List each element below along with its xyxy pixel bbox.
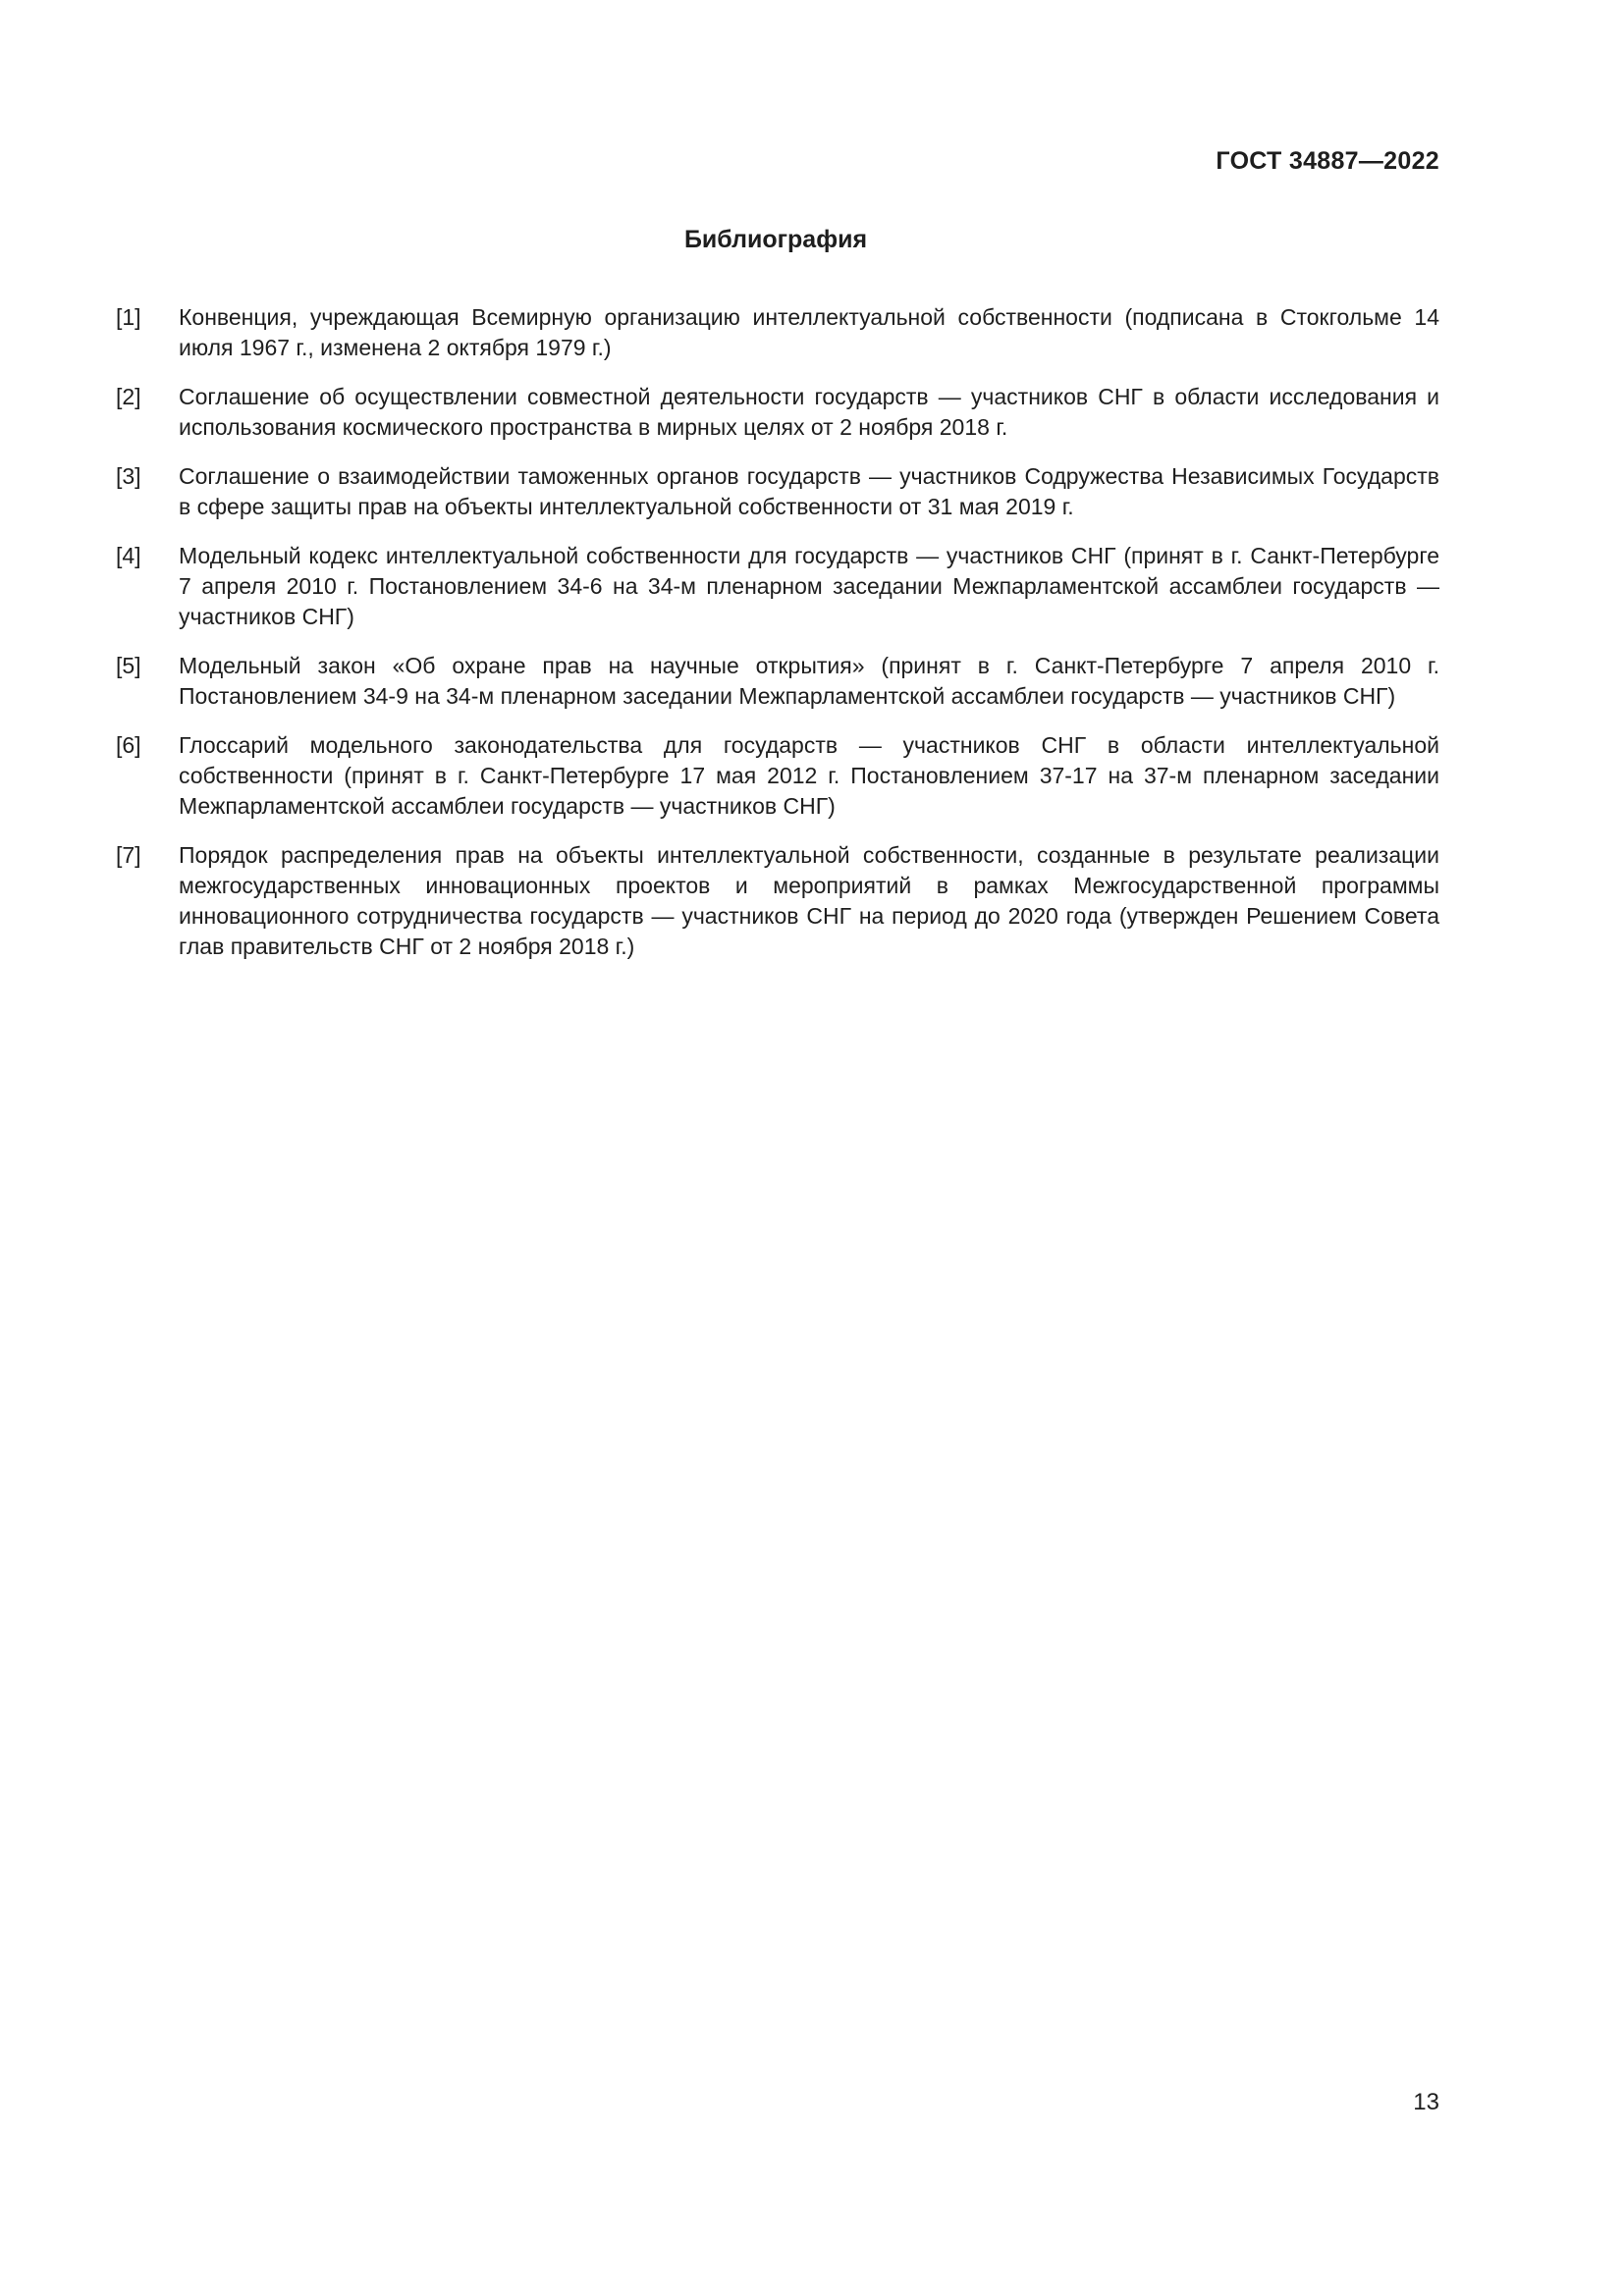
bibliography-item <box>116 651 1439 712</box>
bibliography-item <box>116 382 1439 443</box>
bibliography-item-text: Соглашение о взаимодействии таможенных органов государств — участников Содружества Независимых Государств в сфере защиты прав на объекты интеллектуальной собственности от 31 мая 2019 г. <box>179 463 1439 519</box>
bibliography-item-number: [2] <box>116 384 141 409</box>
bibliography-item-number: [3] <box>116 463 141 489</box>
bibliography-item-text: Модельный закон «Об охране прав на научные открытия» (принят в г. Санкт-Петербурге 7 апреля 2010 г. Постановлением 34-9 на 34-м пленарном заседании Межпарламентской ассамблеи государств — участников СНГ) <box>179 653 1439 709</box>
bibliography-item-text: Модельный кодекс интеллектуальной собственности для государств — участников СНГ (принят в г. Санкт-Петербурге 7 апреля 2010 г. Постановлением 34-6 на 34-м пленарном заседании Межпарламентской ассамблеи государств — участников СНГ) <box>179 543 1439 629</box>
bibliography-item-text: Глоссарий модельного законодательства для государств — участников СНГ в области интеллектуальной собственности (принят в г. Санкт-Петербурге 17 мая 2012 г. Постановлением 37-17 на 37-м пленарном заседании Межпарламентской ассамблеи государств — участников СНГ) <box>179 732 1439 819</box>
bibliography-item-number: [5] <box>116 653 141 678</box>
document-code-header: ГОСТ 34887—2022 <box>1216 147 1439 175</box>
bibliography-item <box>116 541 1439 632</box>
page-number: 13 <box>1413 2089 1439 2115</box>
bibliography-item-number: [1] <box>116 304 141 330</box>
bibliography-item-number: [4] <box>116 543 141 568</box>
section-title: Библиография <box>683 226 868 253</box>
bibliography-item <box>116 461 1439 522</box>
bibliography-item <box>116 840 1439 962</box>
bibliography-item-number: [6] <box>116 732 141 758</box>
bibliography-item <box>116 302 1439 363</box>
bibliography-item-text: Конвенция, учреждающая Всемирную организацию интеллектуальной собственности (подписана в Стокгольме 14 июля 1967 г., изменена 2 октября 1979 г.) <box>179 304 1439 360</box>
bibliography-list <box>116 302 1439 981</box>
bibliography-item-text: Порядок распределения прав на объекты интеллектуальной собственности, созданные в результате реализации межгосударственных инновационных проектов и мероприятий в рамках Межгосударственной программы инновационного сотрудничества государств — участников СНГ на период до 2020 года (утвержден Решением Совета глав правительств СНГ от 2 ноября 2018 г.) <box>179 842 1439 959</box>
bibliography-item-text: Соглашение об осуществлении совместной деятельности государств — участников СНГ в области исследования и использования космического пространства в мирных целях от 2 ноября 2018 г. <box>179 384 1439 440</box>
bibliography-item-number: [7] <box>116 842 141 868</box>
bibliography-item <box>116 730 1439 822</box>
